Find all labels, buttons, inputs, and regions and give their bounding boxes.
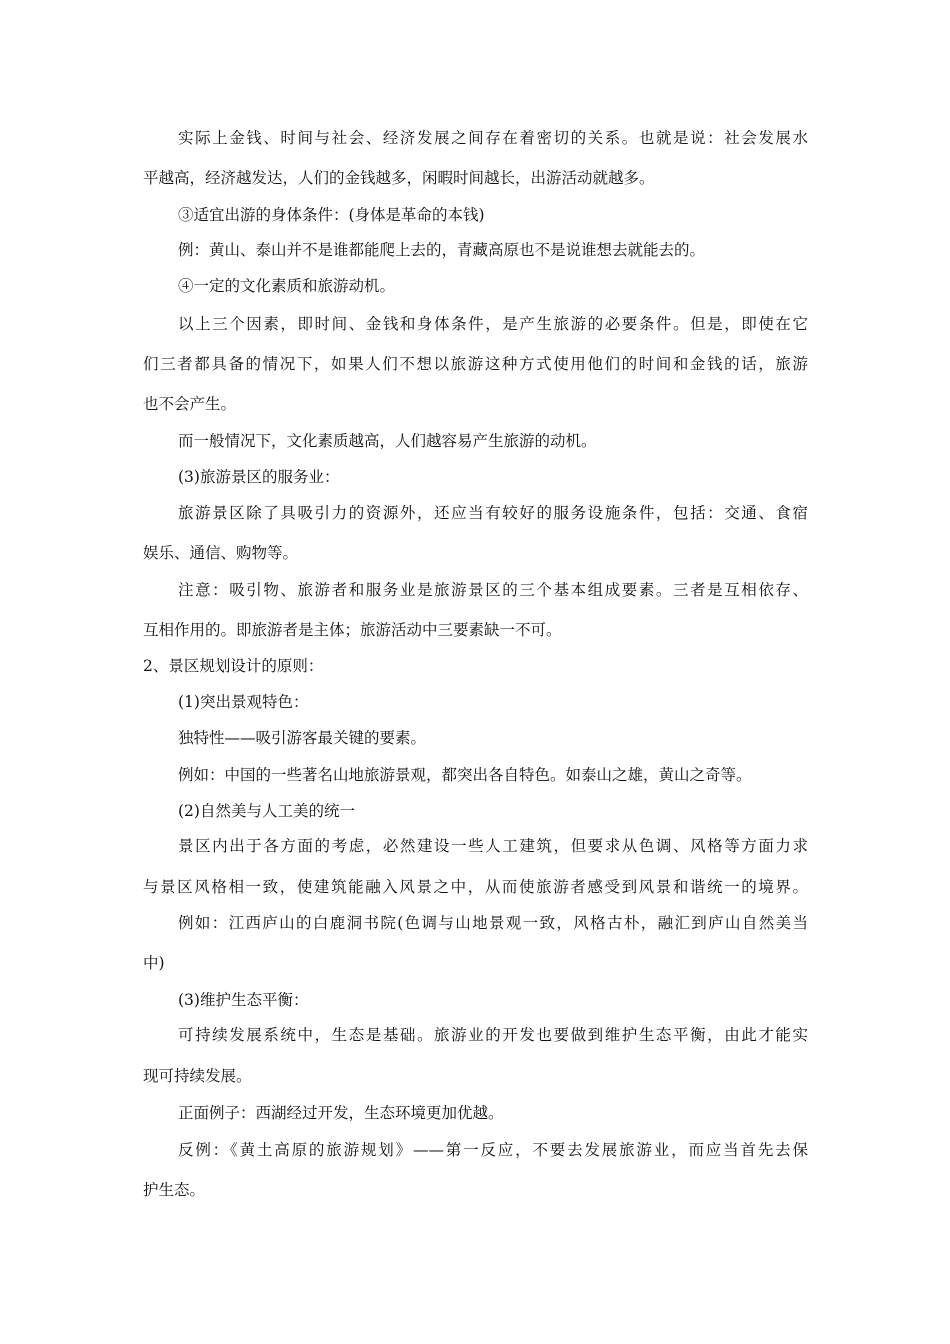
paragraph-line: 平越高，经济越发达，人们的金钱越多，闲暇时间越长，出游活动就越多。: [143, 169, 655, 187]
paragraph-line: 也不会产生。: [143, 395, 237, 413]
paragraph-line: 护生态。: [143, 1181, 206, 1199]
paragraph-line: 娱乐、通信、购物等。: [143, 544, 299, 562]
paragraph-line: ③适宜出游的身体条件：(身体是革命的本钱): [178, 206, 485, 224]
section-heading: (1)突出景观特色：: [178, 693, 309, 711]
paragraph-line: 们三者都具备的情况下，如果人们不想以旅游这种方式使用他们的时间和金钱的话，旅游: [143, 355, 808, 373]
section-heading: (3)旅游景区的服务业：: [178, 468, 340, 486]
paragraph-line: 现可持续发展。: [143, 1067, 252, 1085]
paragraph-line: 实际上金钱、时间与社会、经济发展之间存在着密切的关系。也就是说：社会发展水: [178, 129, 808, 147]
paragraph-line: 反例：《黄土高原的旅游规划》——第一反应，不要去发展旅游业，而应当首先去保: [178, 1141, 808, 1159]
paragraph-line: 而一般情况下，文化素质越高，人们越容易产生旅游的动机。: [178, 432, 597, 450]
paragraph-line: 例如：江西庐山的白鹿洞书院(色调与山地景观一致，风格古朴，融汇到庐山自然美当: [178, 914, 808, 932]
section-heading: (3)维护生态平衡：: [178, 991, 309, 1009]
section-heading: (2)自然美与人工美的统一: [178, 802, 355, 820]
paragraph-line: 互相作用的。即旅游者是主体；旅游活动中三要素缺一不可。: [143, 621, 562, 639]
paragraph-line: 景区内出于各方面的考虑，必然建设一些人工建筑，但要求从色调、风格等方面力求: [178, 837, 808, 855]
paragraph-line: 中): [143, 954, 165, 972]
paragraph-line: 独特性——吸引游客最关键的要素。: [178, 729, 427, 747]
paragraph-line: ④一定的文化素质和旅游动机。: [178, 277, 396, 295]
paragraph-line: 旅游景区除了具吸引力的资源外，还应当有较好的服务设施条件，包括：交通、食宿: [178, 504, 808, 522]
paragraph-line: 注意：吸引物、旅游者和服务业是旅游景区的三个基本组成要素。三者是互相依存、: [178, 581, 808, 599]
paragraph-line: 与景区风格相一致，使建筑能融入风景之中，从而使旅游者感受到风景和谐统一的境界。: [143, 878, 808, 896]
paragraph-line: 以上三个因素，即时间、金钱和身体条件，是产生旅游的必要条件。但是，即使在它: [178, 315, 808, 333]
section-heading: 2、景区规划设计的原则：: [143, 657, 324, 675]
paragraph-line: 例如：中国的一些著名山地旅游景观，都突出各自特色。如泰山之雄，黄山之奇等。: [178, 766, 752, 784]
paragraph-line: 正面例子：西湖经过开发，生态环境更加优越。: [178, 1104, 504, 1122]
paragraph-line: 可持续发展系统中，生态是基础。旅游业的开发也要做到维护生态平衡，由此才能实: [178, 1026, 808, 1044]
paragraph-line: 例：黄山、泰山并不是谁都能爬上去的，青藏高原也不是说谁想去就能去的。: [178, 241, 706, 259]
